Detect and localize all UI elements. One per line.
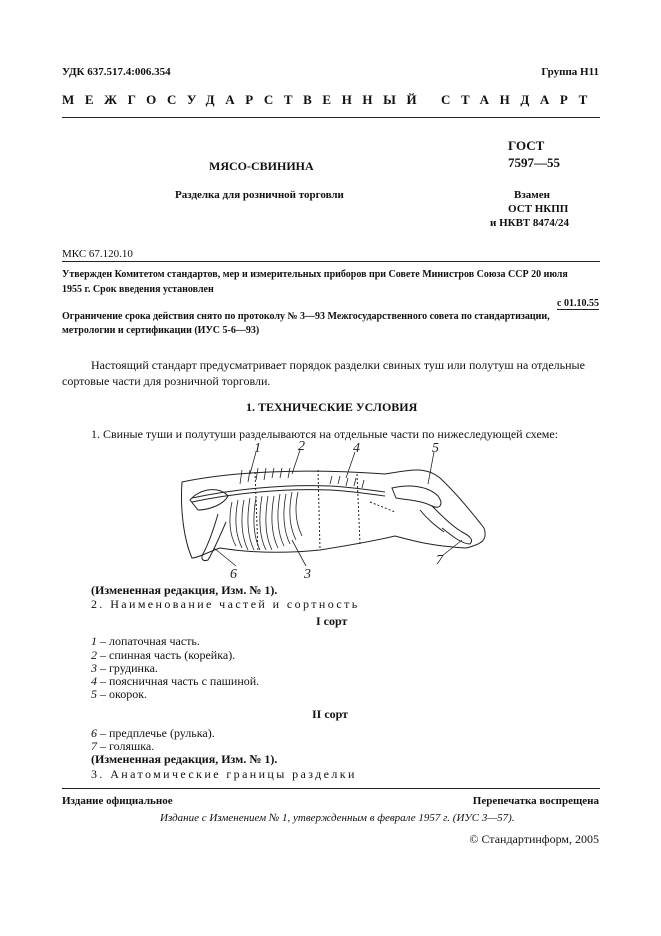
list-item: 3 – грудинка.: [91, 661, 158, 675]
limit-line-2: метрологии и сертификации (ИУС 5-6—93): [62, 325, 260, 336]
section-1-heading: 1. ТЕХНИЧЕСКИЕ УСЛОВИЯ: [246, 400, 418, 414]
grade-1-heading: I сорт: [316, 614, 348, 628]
reprint-prohibited: Перепечатка воспрещена: [472, 795, 599, 807]
document-title: МЯСО-СВИНИНА: [209, 159, 314, 173]
header-divider: [62, 117, 600, 118]
figure-label-2: 2: [298, 440, 305, 454]
official-edition: Издание официальное: [62, 795, 173, 807]
edition-note: Издание с Изменением № 1, утвержденным в феврале 1957 г. (ИУС 3—57).: [160, 812, 515, 824]
replaces-label: Взамен: [514, 189, 550, 201]
figure-label-3: 3: [304, 567, 311, 580]
clause-1: 1. Свиные туши и полутуши разделываются на отдельные части по нижеследующей схеме:: [91, 427, 559, 441]
list-item: 7 – голяшка.: [91, 739, 155, 753]
replaces-ost: ОСТ НКПП: [508, 203, 569, 215]
udk-code: УДК 637.517.4:006.354: [62, 66, 171, 78]
footer-divider: [62, 788, 600, 789]
mks-code: МКС 67.120.10: [62, 248, 133, 260]
list-item: 1 – лопаточная часть.: [91, 634, 200, 648]
figure-label-1: 1: [254, 441, 261, 456]
intro-paragraph-line-2: сортовые части для розничной торговли.: [62, 374, 271, 388]
list-item: 5 – окорок.: [91, 687, 148, 701]
copyright: © Стандартинформ, 2005: [469, 832, 599, 846]
list-item: 6 – предплечье (рулька).: [91, 726, 215, 740]
figure-label-4: 4: [353, 441, 360, 456]
interstate-standard-banner: МЕЖГОСУДАРСТВЕННЫЙ СТАНДАРТ: [62, 92, 598, 107]
intro-paragraph-line-1: Настоящий стандарт предусматривает порядок разделки свиных туш или полутуш на отдельные: [91, 358, 585, 372]
figure-label-6: 6: [230, 567, 237, 580]
approval-line-1: Утвержден Комитетом стандартов, мер и измерительных приборов при Совете Министров Союза ССР 20 июля: [62, 269, 568, 280]
replaces-nkvt: и НКВТ 8474/24: [490, 217, 569, 229]
list-item: 2 – спинная часть (корейка).: [91, 648, 236, 662]
grade-2-heading: II сорт: [312, 707, 349, 721]
clause-2: 2. Наименование частей и сортность: [91, 597, 360, 611]
mks-divider: [62, 261, 600, 262]
gost-number: 7597—55: [508, 155, 560, 170]
revision-note-1: (Измененная редакция, Изм. № 1).: [91, 583, 278, 597]
effective-date: с 01.10.55: [557, 298, 599, 309]
carcass-cutting-diagram: [170, 440, 500, 580]
approval-line-2: 1955 г. Срок введения установлен: [62, 284, 214, 295]
figure-label-7: 7: [436, 553, 443, 568]
group-code: Группа Н11: [541, 66, 599, 78]
list-item: 4 – поясничная часть с пашиной.: [91, 674, 260, 688]
limit-line-1: Ограничение срока действия снято по протоколу № 3—93 Межгосударственного совета по стандартизации,: [62, 311, 550, 322]
gost-label: ГОСТ: [508, 138, 545, 153]
figure-label-5: 5: [432, 441, 439, 456]
revision-note-2: (Измененная редакция, Изм. № 1).: [91, 752, 278, 766]
document-subtitle: Разделка для розничной торговли: [175, 189, 344, 201]
clause-3: 3. Анатомические границы разделки: [91, 767, 357, 781]
